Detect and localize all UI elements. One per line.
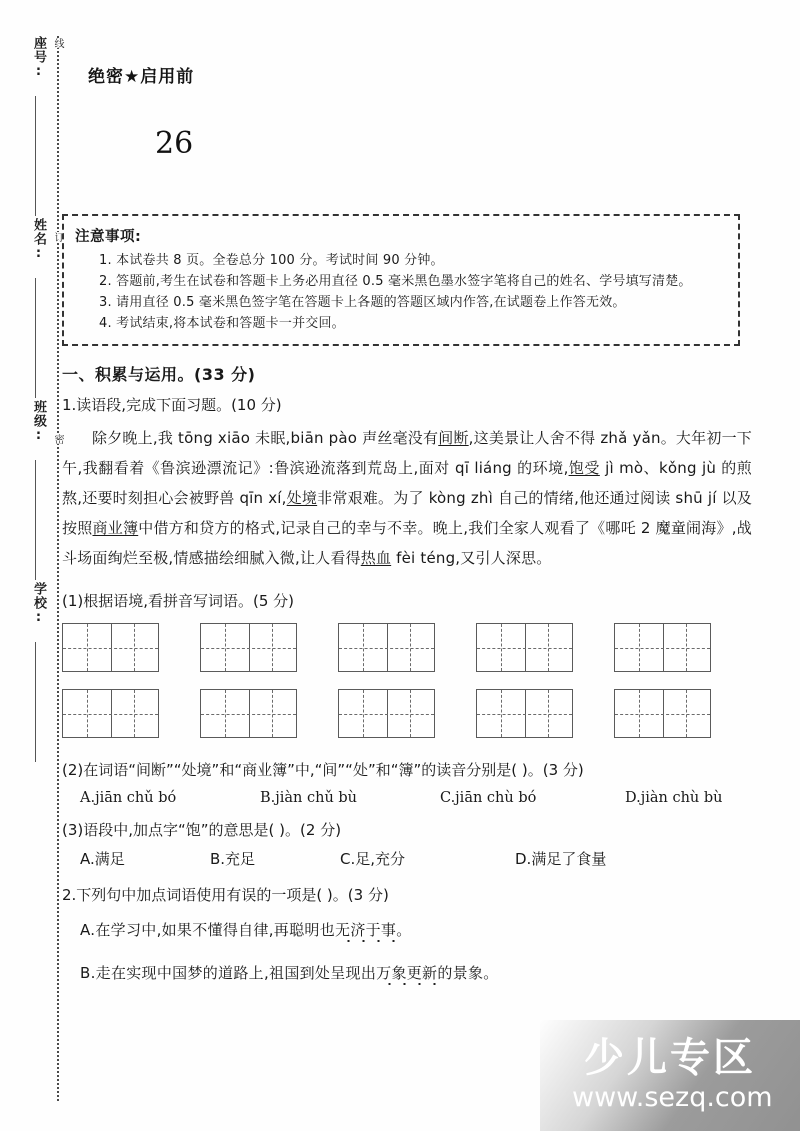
binding-dotted-line	[57, 36, 59, 1101]
tianzige-grid[interactable]	[614, 623, 711, 672]
choice-emphasis-term: 无济于事	[335, 921, 397, 939]
tianzige-grid[interactable]	[614, 689, 711, 738]
choice-text-prefix: B.走在实现中国梦的道路上,祖国到处呈现出	[80, 964, 377, 982]
option-c[interactable]: C.足,充分	[340, 849, 406, 868]
tianzige-grid[interactable]	[200, 689, 297, 738]
passage-part: ,这美景让人舍不得 zhǎ yǎn。大年初一下午,我翻看着《鲁滨逊漂流记》:鲁滨逊流落到荒岛上,面对 qī liáng 的环境,	[62, 429, 752, 477]
option-b[interactable]: B.jiàn chǔ bù	[260, 789, 358, 806]
writing-grid-slot	[200, 689, 338, 738]
passage-part: 中借方和贷方的格式,记录自己的幸与不幸。晚上,我们全家人观看了《哪吒 2 魔童闹海》,战斗场面绚烂至极,情感描绘细腻入微,让人看得	[62, 519, 752, 567]
tianzige-grid[interactable]	[476, 689, 573, 738]
watermark-brand: 少儿专区	[584, 1035, 756, 1081]
passage-underlined-term: 热血	[360, 549, 392, 567]
choice-text-prefix: A.在学习中,如果不懂得自律,再聪明也	[80, 921, 336, 939]
question-1-3-options	[80, 848, 752, 869]
question-1-3-stem: (3)语段中,加点字“饱”的意思是( )。(2 分)	[62, 820, 342, 839]
field-label-class: 班级:	[31, 400, 46, 444]
notice-box	[62, 214, 740, 346]
tianzige-grid[interactable]	[62, 689, 159, 738]
section-title: 一、积累与运用。(33 分)	[62, 365, 256, 384]
option-c[interactable]: C.jiān chù bó	[440, 789, 537, 806]
option-d[interactable]: D.jiàn chù bù	[625, 789, 723, 806]
field-rule-class	[35, 460, 36, 580]
writing-grid-slot	[476, 689, 614, 738]
option-a[interactable]: A.jiān chǔ bó	[80, 789, 177, 806]
notice-item: 4. 考试结束,将本试卷和答题卡一并交回。	[99, 316, 345, 332]
writing-grid-slot	[338, 689, 476, 738]
question-1-1-stem: (1)根据语境,看拼音写词语。(5 分)	[62, 592, 295, 610]
notice-item: 2. 答题前,考生在试卷和答题卡上务必用直径 0.5 毫米黑色墨水签字笔将自己的姓名、学号填写清楚。	[99, 274, 692, 290]
passage-part: 非常艰难。为了 kòng zhì 自己的情绪,他还通过阅读 shū jí 以及按照	[62, 489, 753, 537]
writing-grid-slot	[62, 623, 200, 672]
question-1-2-options	[80, 790, 752, 806]
passage-underlined-term: 饱受	[568, 459, 600, 477]
choice-text-suffix: 的景象。	[437, 964, 499, 982]
question-1-passage	[62, 423, 752, 573]
seal-char-xian: 线	[49, 38, 65, 48]
field-label-name: 姓名:	[31, 218, 46, 262]
notice-title: 注意事项:	[75, 229, 142, 245]
writing-grid-row-1	[62, 623, 752, 672]
exam-content	[62, 362, 752, 983]
passage-part: 除夕晚上,我 tōng xiāo 未眠,biān pào 声丝毫没有	[92, 429, 439, 447]
writing-grid-slot	[614, 623, 752, 672]
passage-underlined-term: 处境	[286, 489, 318, 507]
passage-part: jì mò、kǒng jù 的煎熬,还要时刻担心会被野兽 qīn xí,	[62, 459, 752, 507]
secret-label: 绝密★启用前	[88, 67, 195, 87]
field-label-school: 学校:	[31, 582, 46, 626]
watermark	[540, 1020, 800, 1131]
watermark-url: www.sezq.com	[572, 1082, 773, 1113]
writing-grid-slot	[62, 689, 200, 738]
question-2-choice-b[interactable]	[80, 962, 752, 983]
seal-char-mi: 密	[49, 434, 65, 444]
tianzige-grid[interactable]	[338, 623, 435, 672]
writing-grid-slot	[200, 623, 338, 672]
passage-underlined-term: 商业簿	[92, 519, 139, 537]
field-rule-name	[35, 278, 36, 398]
passage-underlined-term: 间断	[438, 429, 469, 447]
notice-item: 1. 本试卷共 8 页。全卷总分 100 分。考试时间 90 分钟。	[99, 253, 444, 268]
question-1-2-stem: (2)在词语“间断”“处境”和“商业簿”中,“间”“处”和“簿”的读音分别是( )。(3 分)	[62, 761, 584, 780]
field-label-seat-number: 座号:	[31, 36, 46, 80]
option-a[interactable]: A.满足	[80, 849, 125, 868]
question-2-choice-a[interactable]	[80, 919, 752, 940]
writing-grid-slot	[614, 689, 752, 738]
tianzige-grid[interactable]	[200, 623, 297, 672]
writing-grid-row-2	[62, 689, 752, 738]
tianzige-grid[interactable]	[476, 623, 573, 672]
writing-grid-slot	[476, 623, 614, 672]
field-rule-school	[35, 642, 36, 762]
question-1-stem: 1.读语段,完成下面习题。(10 分)	[62, 396, 282, 414]
field-rule-seat-number	[35, 96, 36, 216]
notice-item: 3. 请用直径 0.5 毫米黑色签字笔在答题卡上各题的答题区域内作答,在试题卷上作答无效。	[99, 295, 626, 311]
tianzige-grid[interactable]	[62, 623, 159, 672]
passage-part: fèi téng,又引人深思。	[391, 549, 552, 567]
choice-emphasis-term: 万象更新	[376, 964, 438, 982]
tianzige-grid[interactable]	[338, 689, 435, 738]
paper-number: 26	[155, 126, 194, 161]
question-2-stem: 2.下列句中加点词语使用有误的一项是( )。(3 分)	[62, 885, 389, 904]
seal-char-ding: 订	[49, 232, 65, 242]
option-d[interactable]: D.满足了食量	[515, 849, 607, 868]
writing-grid-slot	[338, 623, 476, 672]
choice-text-suffix: 。	[396, 921, 412, 939]
option-b[interactable]: B.充足	[210, 849, 256, 868]
